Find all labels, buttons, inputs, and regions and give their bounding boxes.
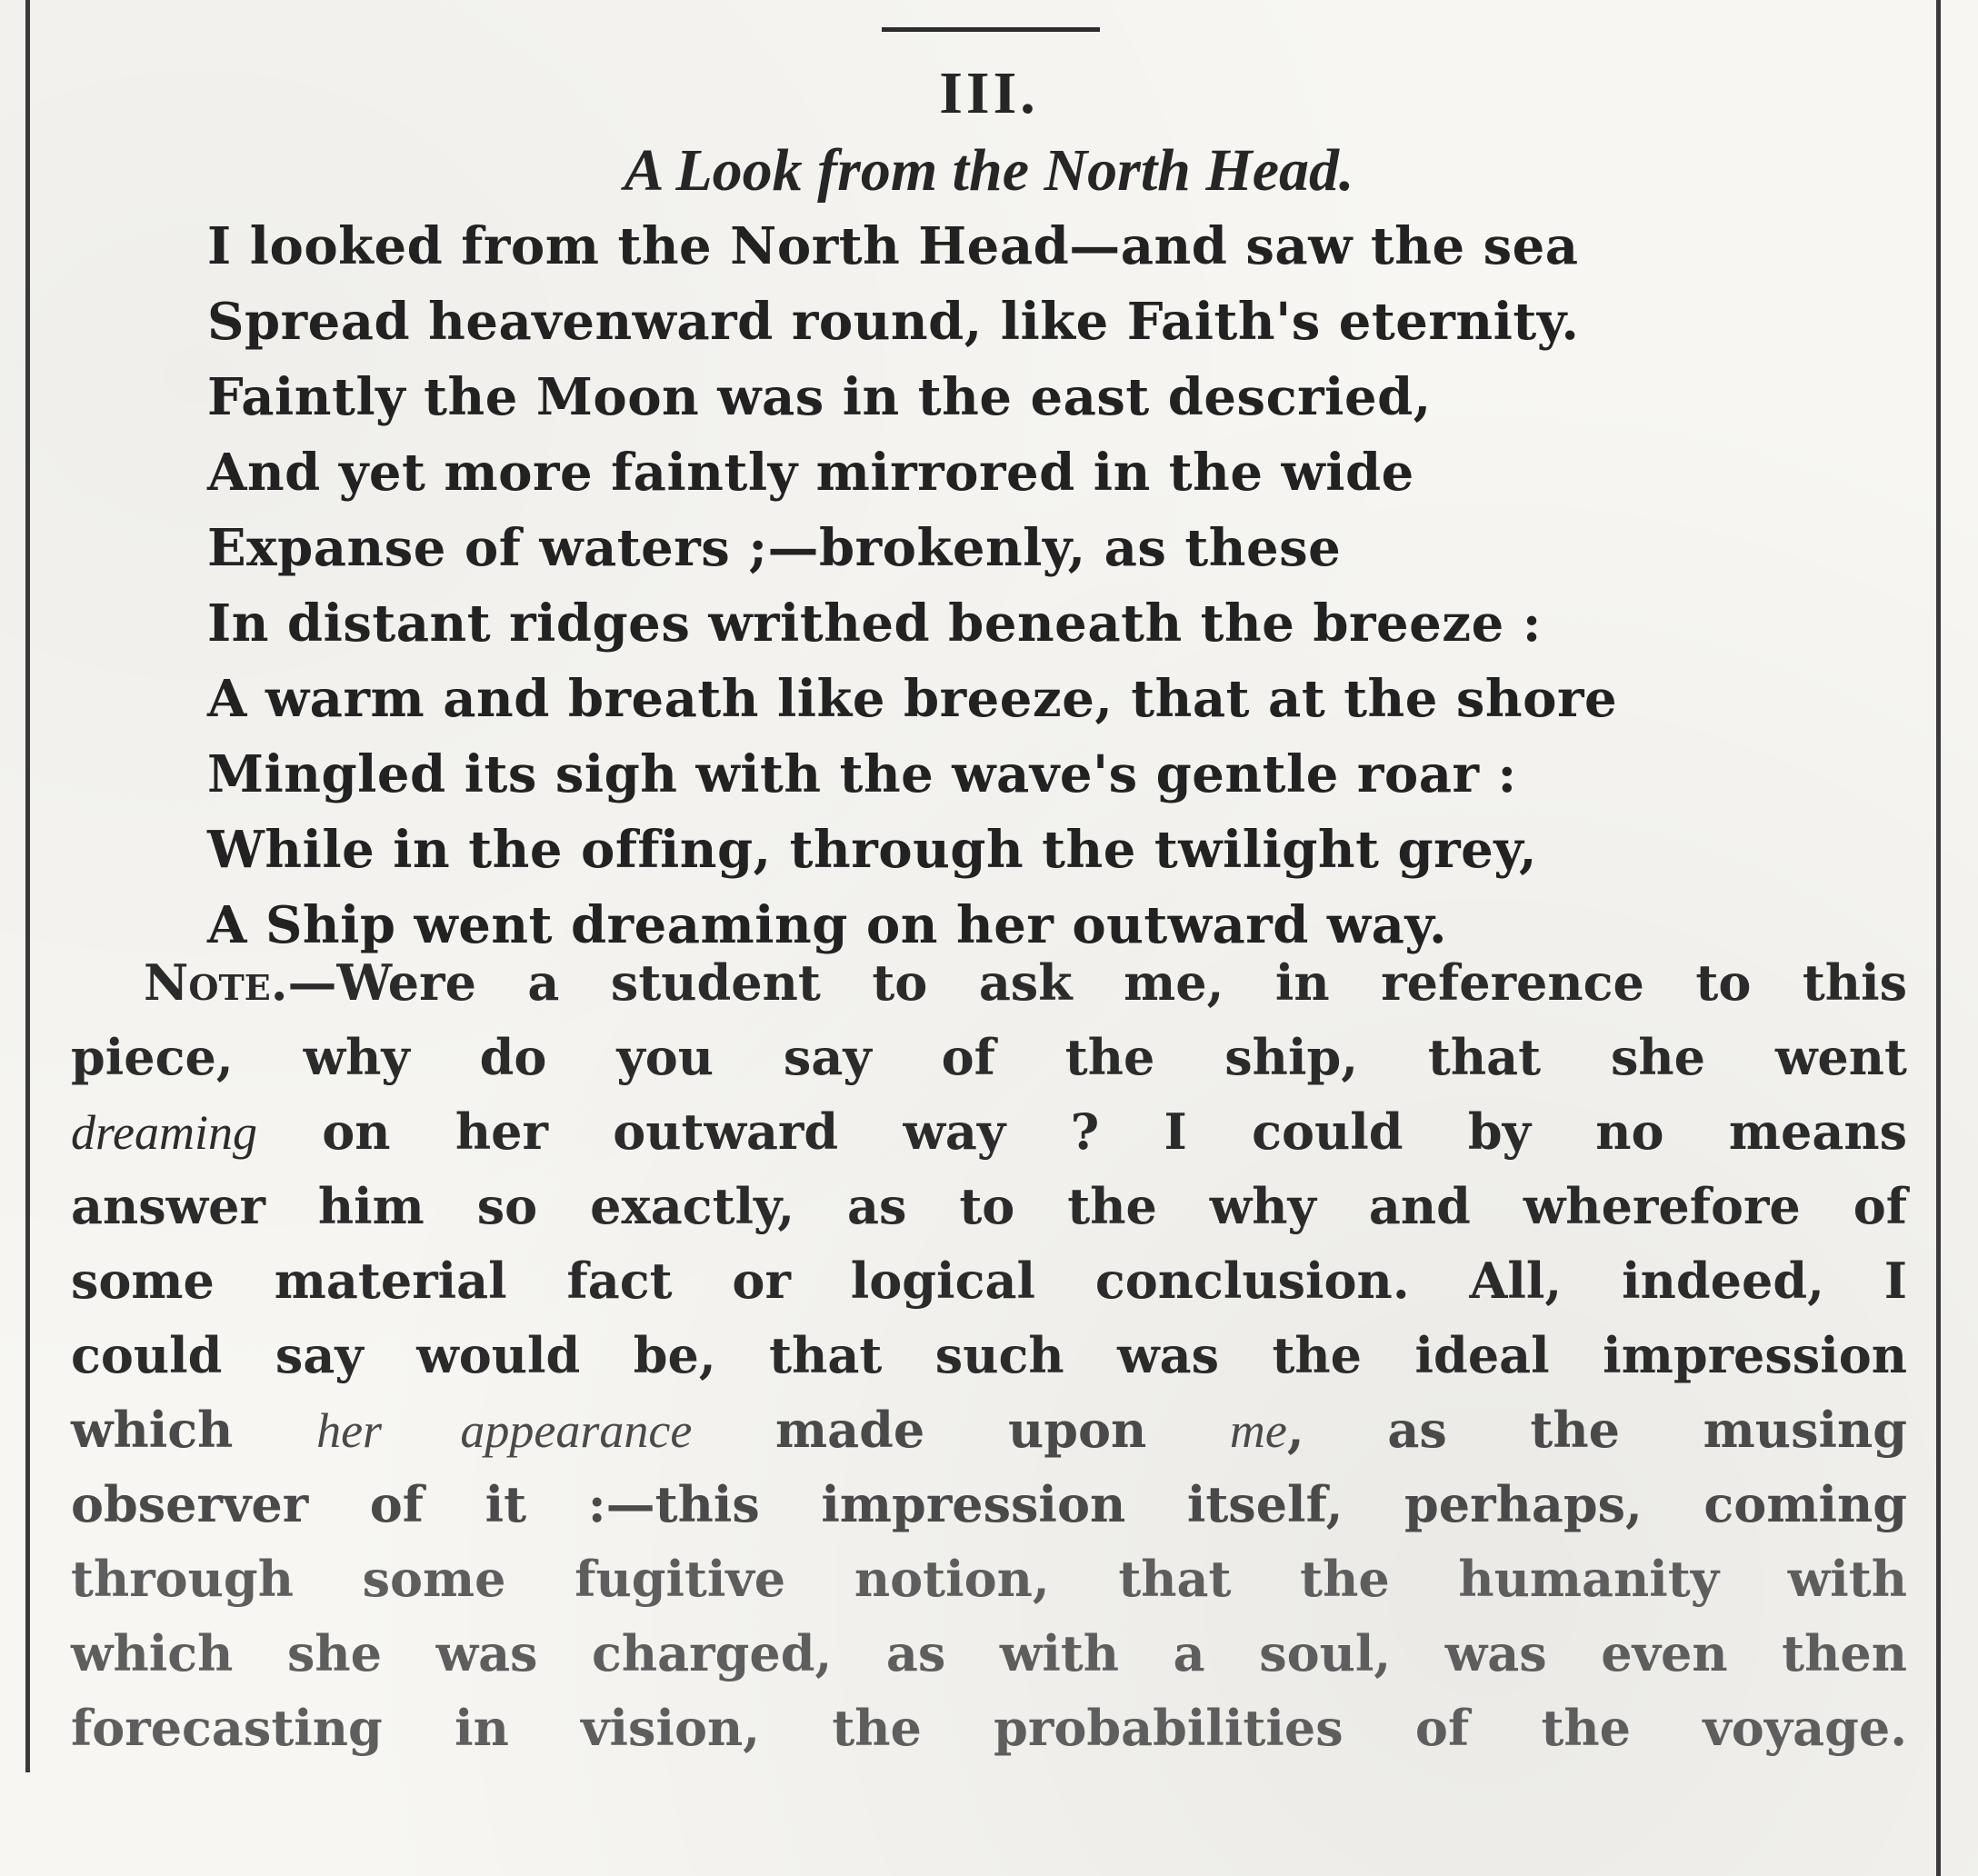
poem-line: Expanse of waters ;—brokenly, as these	[207, 518, 1342, 578]
poem-line: Mingled its sigh with the wave's gentle roar :	[207, 744, 1517, 804]
note-line: could say would be, that such was the ideal impression	[71, 1326, 1907, 1384]
note-text: —Were a student to ask me, in reference to this	[287, 953, 1907, 1012]
note-text: which	[71, 1401, 317, 1459]
note-line: which she was charged, as with a soul, was even then	[71, 1624, 1907, 1682]
note-paragraph	[71, 945, 1907, 1765]
poem-line: Faintly the Moon was in the east descried,	[207, 367, 1432, 427]
note-line: observer of it :—this impression itself, perhaps, coming	[71, 1475, 1907, 1533]
note-label: Note.	[144, 953, 288, 1012]
poem-body	[207, 209, 1843, 963]
poem-title: A Look from the North Head.	[624, 137, 1354, 204]
note-italic-word: dreaming	[71, 1105, 257, 1160]
note-line: forecasting in vision, the probabilities of the voyage.	[71, 1699, 1907, 1757]
poem-line: While in the offing, through the twilight grey,	[207, 820, 1537, 880]
section-numeral: III.	[939, 60, 1039, 126]
note-line	[71, 1094, 1907, 1169]
note-line: through some fugitive notion, that the humanity with	[71, 1550, 1907, 1608]
poem-line: Spread heavenward round, like Faith's eternity.	[207, 292, 1580, 352]
poem-line: A Ship went dreaming on her outward way.	[207, 895, 1447, 955]
poem-line: And yet more faintly mirrored in the wide	[207, 443, 1414, 503]
note-line	[71, 945, 1907, 1020]
left-column-rule	[25, 0, 30, 1772]
poem-line: A warm and breath like breeze, that at the shore	[207, 669, 1618, 729]
note-line: answer him so exactly, as to the why and wherefore of	[71, 1177, 1907, 1235]
note-line	[71, 1392, 1907, 1467]
note-text: on her outward way ? I could by no means	[256, 1103, 1907, 1161]
section-divider-rule	[882, 27, 1100, 32]
poem-line: I looked from the North Head—and saw the sea	[207, 216, 1579, 276]
note-text: , as the musing	[1286, 1401, 1907, 1459]
note-italic-phrase: her appearance	[316, 1403, 693, 1458]
note-line: some material fact or logical conclusion. All, indeed, I	[71, 1252, 1907, 1310]
right-column-rule	[1936, 0, 1941, 1876]
note-italic-word: me	[1229, 1403, 1287, 1458]
note-text: made upon	[692, 1401, 1230, 1459]
note-line: piece, why do you say of the ship, that she went	[71, 1028, 1907, 1086]
poem-line: In distant ridges writhed beneath the breeze :	[207, 594, 1542, 654]
